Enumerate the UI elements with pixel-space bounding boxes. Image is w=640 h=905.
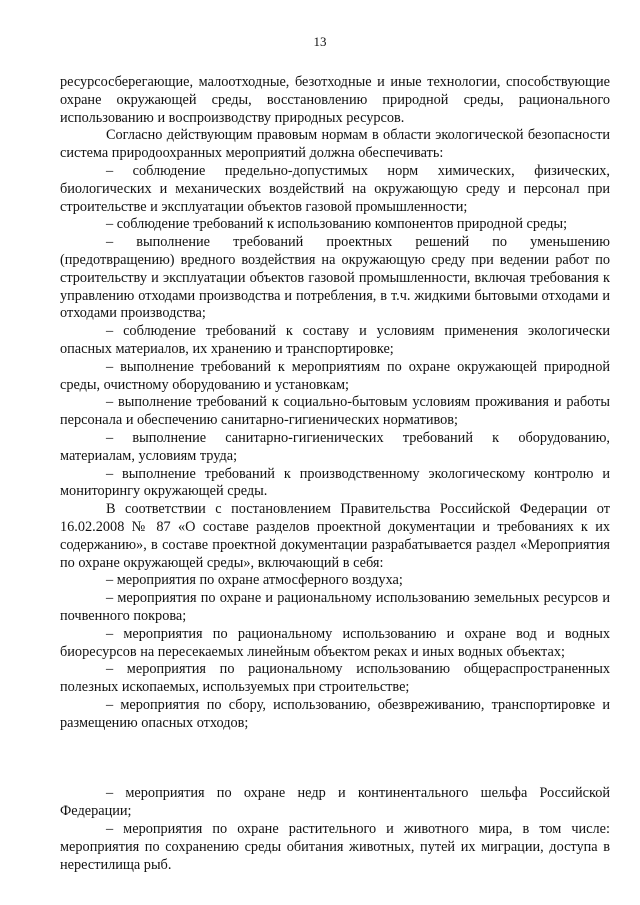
page-number: 13 xyxy=(313,34,327,49)
body-text xyxy=(60,74,610,874)
list-item: – выполнение санитарно-гигиенических требований к оборудованию, материалам, условиям труда; xyxy=(60,429,610,464)
paragraph: Согласно действующим правовым нормам в области экологической безопасности система природоохранных мероприятий должна обеспечивать: xyxy=(60,127,610,162)
list-item: – выполнение требований к производственному экологическому контролю и мониторингу окружающей среды. xyxy=(60,465,610,500)
blank-gap xyxy=(60,732,610,785)
list-item: – мероприятия по охране и рациональному использованию земельных ресурсов и почвенного покрова; xyxy=(60,590,610,624)
paragraph: В соответствии с постановлением Правительства Российской Федерации от 16.02.2008 № 87 «О составе разделов проектной документации и требованиях к их содержанию», в составе проектной документации разрабатывается раздел «Мероприятия по охране окружающей среды», включающий в себя: xyxy=(60,501,610,571)
paragraph: ресурсосберегающие, малоотходные, безотходные и иные технологии, способствующие охране окружающей среды, восстановлению природной среды, рационального использованию и воспроизводству природных ресурсов. xyxy=(60,74,610,126)
list-item: – мероприятия по охране атмосферного воздуха; xyxy=(106,572,403,589)
list-item: – выполнение требований к социально-бытовым условиям проживания и работы персонала и обеспечению санитарно-гигиенических нормативов; xyxy=(60,394,610,429)
list-item: – соблюдение требований к составу и условиям применения экологически опасных материалов, их хранению и транспортировке; xyxy=(60,323,610,357)
list-item: – соблюдение предельно-допустимых норм химических, физических, биологических и механических воздействий на окружающую среду и персонал при строительстве и эксплуатации объектов газовой промышленности; xyxy=(60,162,610,215)
list-item: – соблюдение требований к использованию компонентов природной среды; xyxy=(106,216,568,233)
list-item: – выполнение требований к мероприятиям по охране окружающей природной среды, очистному оборудованию и установкам; xyxy=(60,358,610,393)
list-item: – мероприятия по рациональному использованию и охране вод и водных биоресурсов на пересекаемых линейным объектом реках и иных водных объектах; xyxy=(60,625,610,660)
list-item: – мероприятия по рациональному использованию общераспространенных полезных ископаемых, используемых при строительстве; xyxy=(60,661,610,696)
list-item: – мероприятия по охране недр и континентального шельфа Российской Федерации; xyxy=(60,785,610,820)
list-item: – выполнение требований проектных решений по уменьшению (предотвращению) вредного воздействия на окружающую среду при ведении работ по строительству и эксплуатации объектов газовой промышленности, включая требования к управлению отходами производства и потребления, в т.ч. жидкими бытовыми отходами и отходами производства; xyxy=(60,234,610,322)
list-item: – мероприятия по сбору, использованию, обезвреживанию, транспортировке и размещению опасных отходов; xyxy=(60,696,610,731)
list-item: – мероприятия по охране растительного и животного мира, в том числе: мероприятия по сохранению среды обитания животных, путей их миграции, доступа в нерестилища рыб. xyxy=(60,821,610,873)
